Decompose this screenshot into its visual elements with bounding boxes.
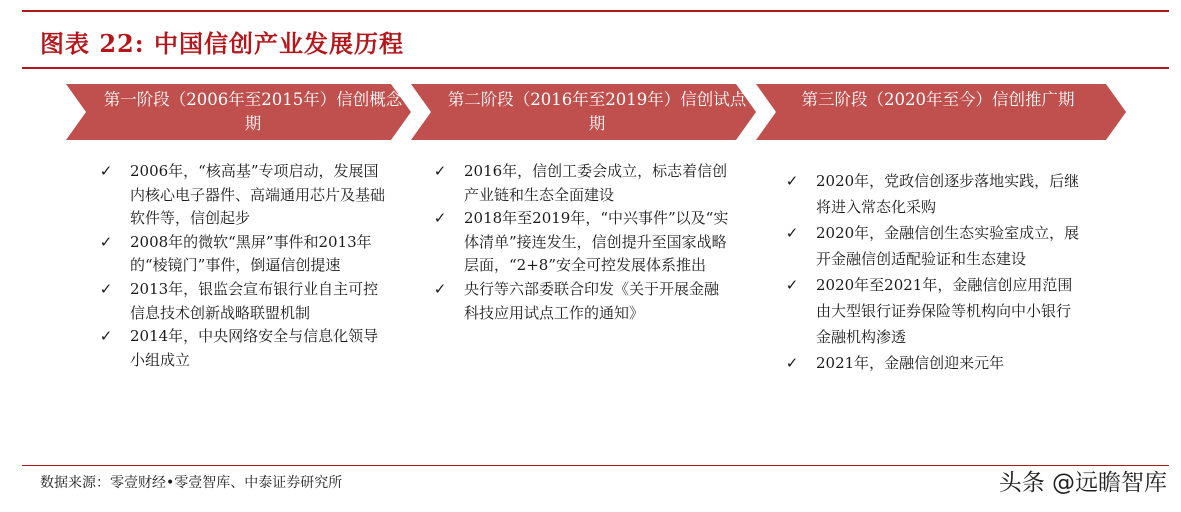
- checkmark-icon: ✓: [785, 354, 799, 372]
- stage-3-list: [782, 168, 1082, 376]
- source-rule: [22, 465, 1169, 466]
- stage-label-3: 第三阶段（2020年至今）信创推广期: [801, 90, 1075, 109]
- list-item: ✓ 2013年，银监会宣布银行业自主可控信息技术创新战略联盟机制: [96, 278, 386, 325]
- checkmark-icon: ✓: [433, 209, 447, 228]
- list-item: ✓ 2014年，中央网络安全与信息化领导小组成立: [96, 325, 386, 372]
- list-item: ✓ 2020年，党政信创逐步落地实践，后继将进入常态化采购: [782, 168, 1082, 220]
- list-item: ✓ 2016年，信创工委会成立，标志着信创产业链和生态全面建设: [430, 160, 730, 207]
- list-item: ✓ 2021年，金融信创迎来元年: [782, 350, 1082, 376]
- checkmark-icon: ✓: [99, 162, 113, 180]
- stage-label-2: 第二阶段（2016年至2019年）信创试点期: [447, 90, 747, 133]
- checkmark-icon: ✓: [785, 276, 799, 294]
- checkmark-icon: ✓: [99, 279, 113, 298]
- checkmark-icon: ✓: [433, 162, 447, 180]
- list-item: ✓ 2008年的微软“黑屏”事件和2013年的“棱镜门”事件，倒逼信创提速: [96, 231, 386, 278]
- page-title: 图表 22: 中国信创产业发展历程: [40, 29, 404, 58]
- list-item: ✓ 2006年，“核高基”专项启动，发展国内核心电子器件、高端通用芯片及基础软件等，信创起步: [96, 160, 386, 231]
- stage-label-1: 第一阶段（2006年至2015年）信创概念期: [103, 90, 403, 133]
- top-rule: [22, 10, 1169, 12]
- list-item: ✓ 央行等六部委联合印发《关于开展金融科技应用试点工作的通知》: [430, 278, 730, 325]
- checkmark-icon: ✓: [99, 232, 113, 251]
- watermark: 头条 @远瞻智库: [998, 470, 1167, 496]
- list-item: ✓ 2020年，金融信创生态实验室成立，展开金融信创适配验证和生态建设: [782, 220, 1082, 272]
- source-note: 数据来源：零壹财经•零壹智库、中泰证券研究所: [40, 475, 343, 491]
- list-item: ✓ 2020年至2021年，金融信创应用范围由大型银行证券保险等机构向中小银行金融机构渗透: [782, 272, 1082, 350]
- checkmark-icon: ✓: [433, 279, 447, 298]
- checkmark-icon: ✓: [785, 172, 799, 190]
- stage-1-list: [96, 160, 386, 372]
- list-item: ✓ 2018年至2019年，“中兴事件”以及“实体清单”接连发生，信创提升至国家战略层面，“2+8”安全可控发展体系推出: [430, 207, 730, 278]
- checkmark-icon: ✓: [785, 224, 799, 242]
- stage-2-list: [430, 160, 730, 325]
- checkmark-icon: ✓: [99, 327, 113, 346]
- title-rule: [22, 67, 1169, 69]
